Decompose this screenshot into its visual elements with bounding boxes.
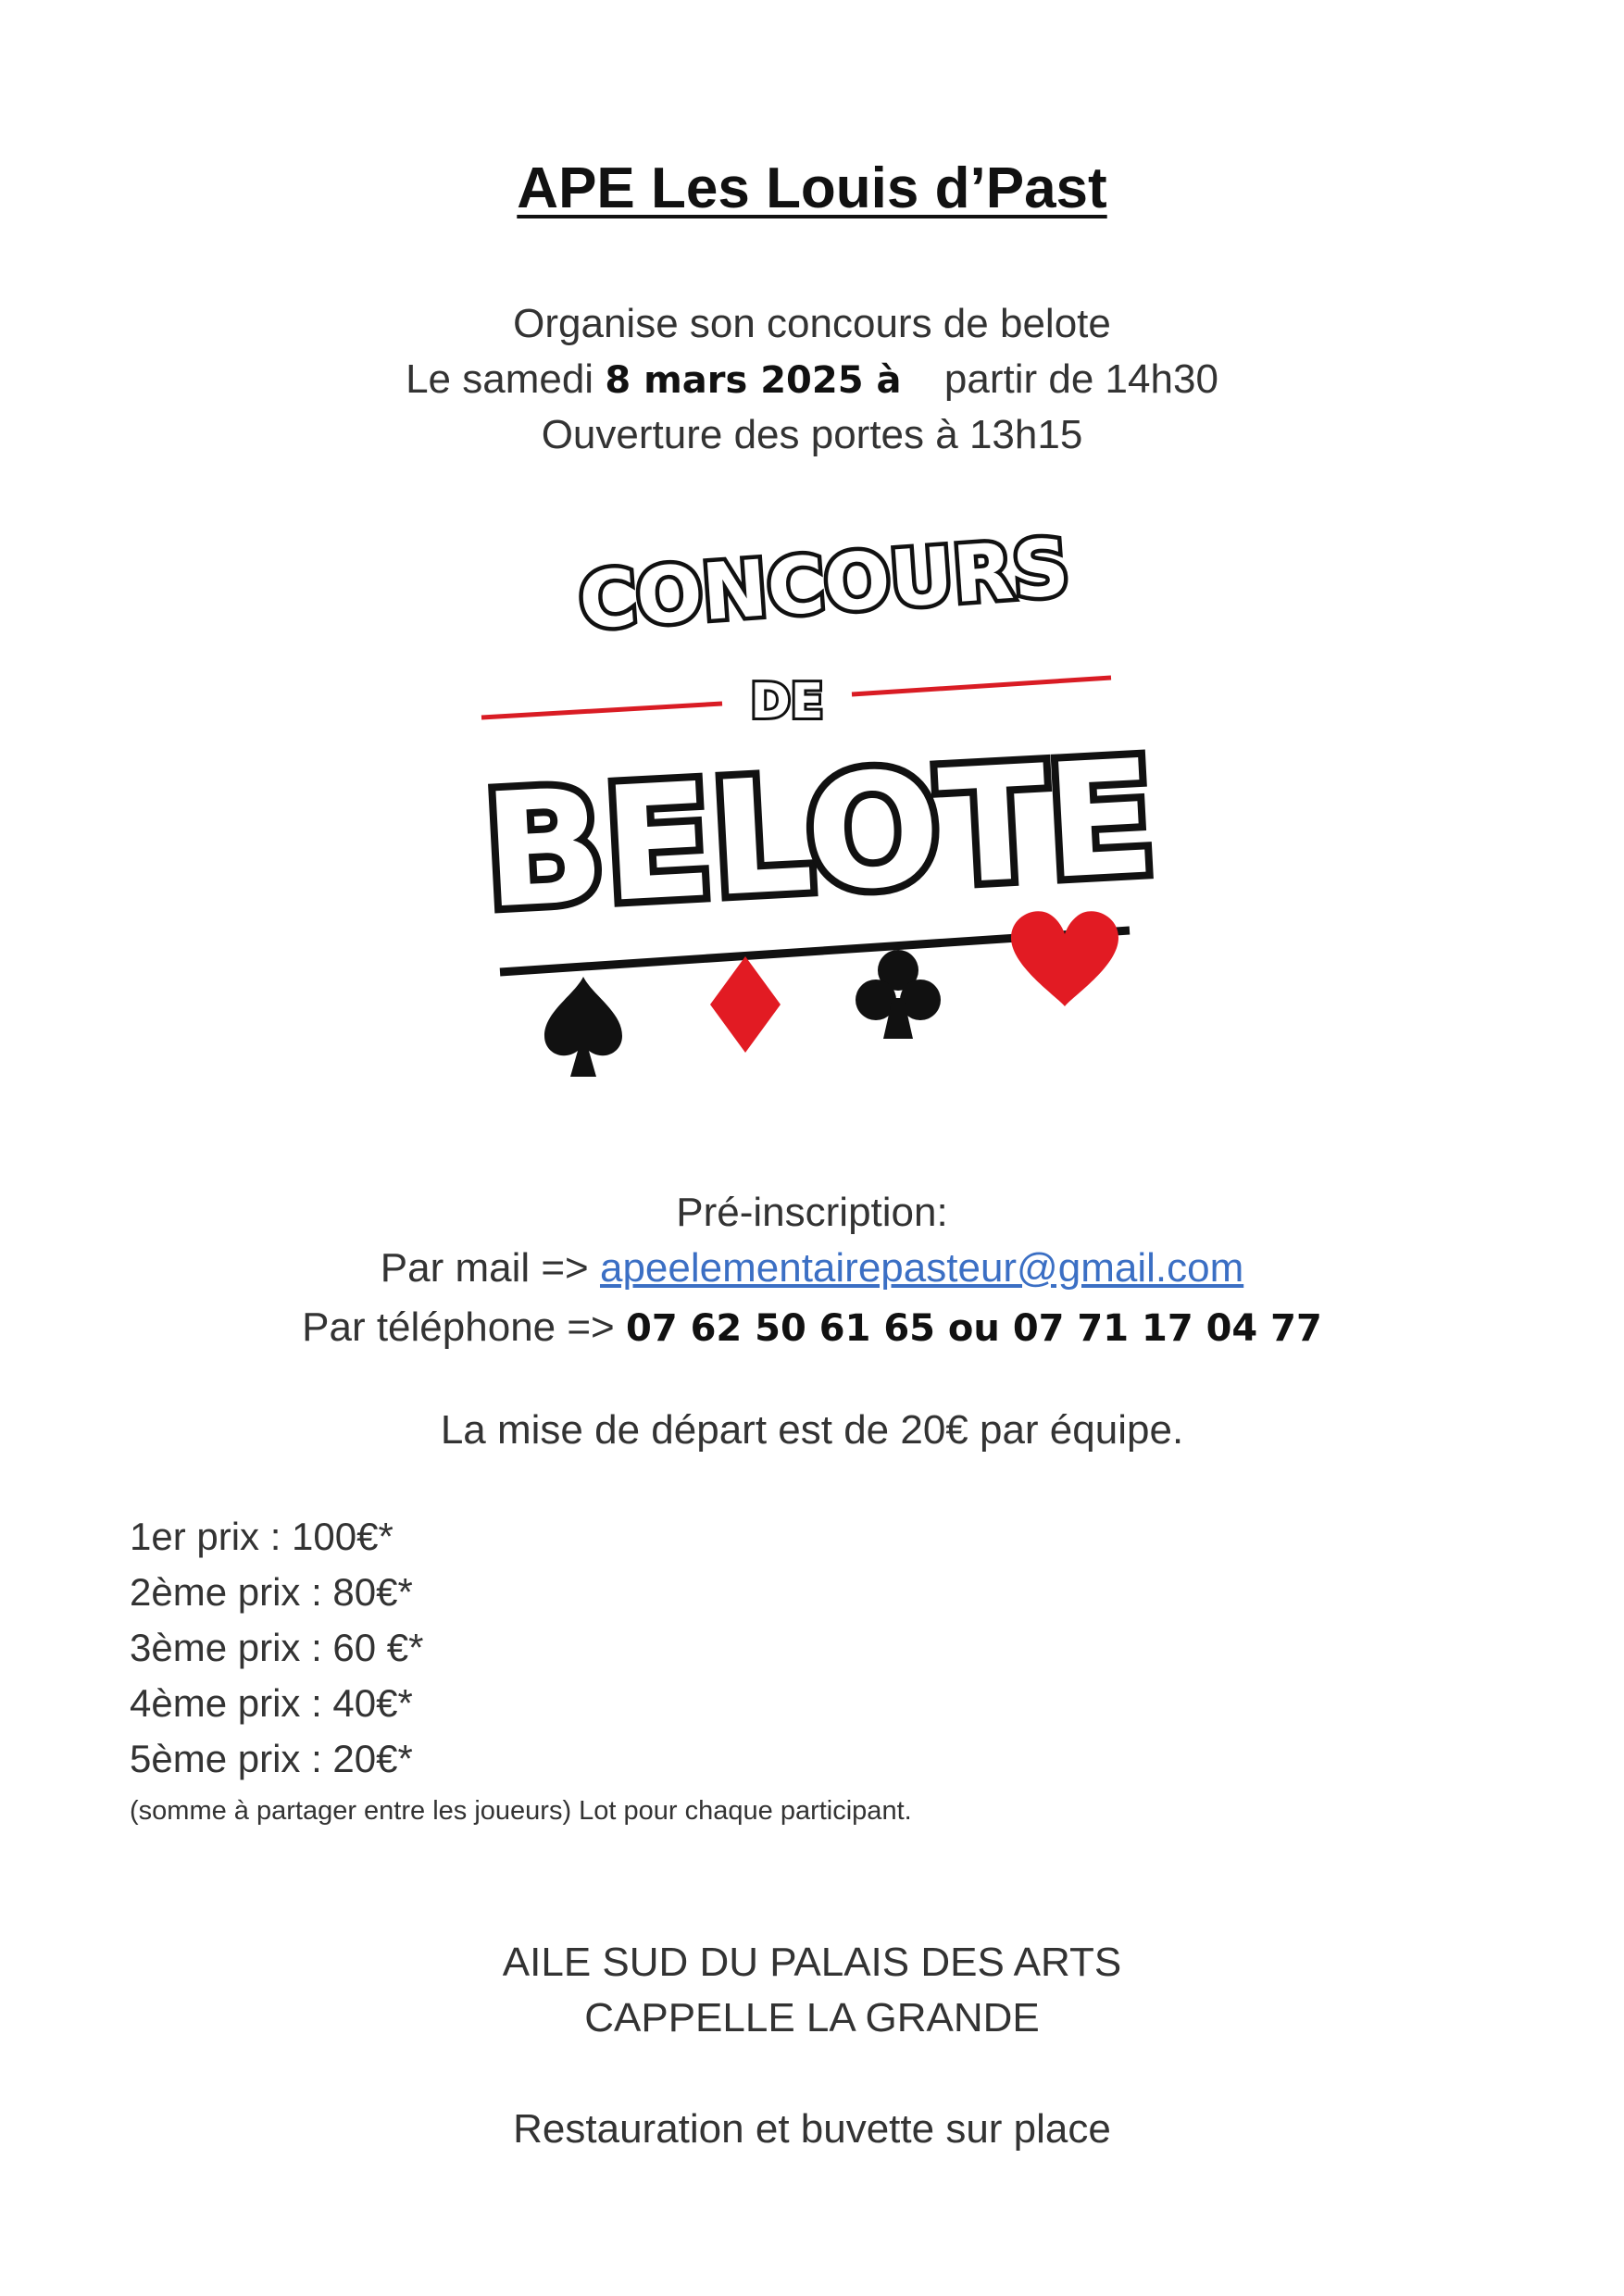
mail-line [0,1241,1624,1296]
phone-label: Par téléphone => [302,1304,615,1350]
diamond-icon [710,956,781,1053]
doors-opening-line: Ouverture des portes à 13h15 [541,412,1083,457]
phone-line [0,1300,1624,1356]
venue-line-2: CAPPELLE LA GRANDE [584,1995,1040,2040]
prize-item-1: 1er prix : 100€* [130,1515,394,1558]
date-prefix: Le samedi [406,356,594,402]
prize-item-2: 2ème prix : 80€* [130,1570,413,1614]
belote-logo [463,518,1167,1129]
logo-red-line-right [852,678,1111,694]
catering-line: Restauration et buvette sur place [513,2106,1111,2152]
stake-line: La mise de départ est de 20€ par équipe. [440,1407,1184,1453]
prize-item-4: 4ème prix : 40€* [130,1681,413,1725]
logo-word-belote: BELOTE [480,726,1160,944]
mail-label: Par mail => [380,1245,589,1291]
spade-icon [544,977,622,1077]
heart-icon [1011,911,1118,1006]
club-icon [856,950,941,1039]
prize-note: (somme à partager entre les joueurs) Lot pour chaque participant. [130,1796,912,1826]
logo-word-de: DE [750,674,824,730]
date-suffix: partir de 14h30 [943,356,1218,402]
date-bold: 8 mars 2025 à [605,359,902,402]
prize-list [130,1509,424,1787]
prize-item-3: 3ème prix : 60 €* [130,1626,424,1669]
event-date-line [0,352,1624,408]
logo-word-concours: CONCOURS [576,521,1072,647]
preregistration-heading: Pré-inscription: [676,1190,948,1235]
email-link[interactable]: apeelementairepasteur@gmail.com [599,1245,1244,1291]
page-title [0,156,1624,221]
event-line-organise: Organise son concours de belote [513,301,1111,346]
phone-numbers: 07 62 50 61 65 ou 07 71 17 04 77 [625,1307,1322,1350]
logo-red-line-left [481,704,722,718]
prize-item-5: 5ème prix : 20€* [130,1737,413,1780]
venue-line-1: AILE SUD DU PALAIS DES ARTS [502,1940,1122,1985]
title-text: APE Les Louis d’Past [517,156,1107,220]
